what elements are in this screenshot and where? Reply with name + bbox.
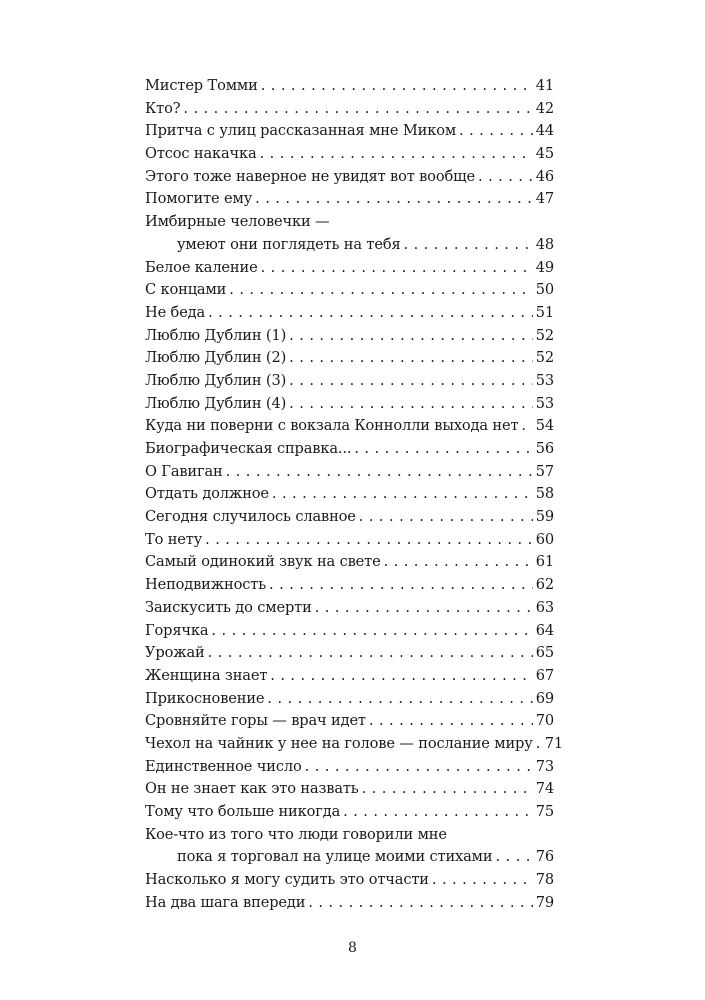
- toc-entry-title: Отдать должное: [145, 485, 269, 503]
- toc-entry-page: 71: [544, 734, 563, 752]
- toc-entry-title: умеют они поглядеть на тебя: [177, 235, 401, 253]
- toc-entry-title: Имбирные человечки —: [145, 213, 330, 231]
- toc-entry-title: Люблю Дублин (1): [145, 326, 287, 344]
- toc-entry-title: Сровняйте горы — врач идет: [145, 712, 366, 730]
- toc-leader-dots: [261, 75, 533, 98]
- toc-entry-page: 51: [535, 303, 554, 321]
- toc-entry-page: 78: [535, 871, 554, 889]
- toc-entry-title: Притча с улиц рассказанная мне Миком: [145, 122, 457, 140]
- toc-leader-dots: [229, 279, 532, 302]
- toc-entry-first-line: [145, 824, 554, 847]
- toc-entry: [145, 120, 554, 143]
- toc-entry-title: Тому что больше никогда: [145, 803, 341, 820]
- toc-entry: [145, 506, 554, 529]
- toc-entry-page: 74: [535, 780, 554, 798]
- toc-entry: [145, 778, 554, 801]
- toc-leader-dots: [269, 574, 533, 597]
- toc-leader-dots: [261, 257, 533, 280]
- toc-leader-dots: [272, 483, 533, 506]
- toc-entry: [145, 483, 554, 506]
- toc-leader-dots: [208, 302, 533, 325]
- toc-entry: [145, 325, 554, 348]
- toc-entry-title: Куда ни поверни с вокзала Коннолли выхода нет: [145, 417, 519, 435]
- toc-entry: [145, 370, 554, 393]
- toc-entry-page: 73: [535, 757, 554, 775]
- toc-entry-title: Белое каление: [145, 258, 258, 276]
- toc-entry: [145, 529, 554, 552]
- toc-entry: [145, 642, 554, 665]
- toc-entry-page: 69: [535, 689, 554, 707]
- toc-leader-dots: [289, 347, 533, 370]
- toc-entry: [145, 347, 554, 370]
- toc-leader-dots: [354, 438, 532, 461]
- toc-entry-page: 41: [535, 77, 554, 94]
- toc-leader-dots: [305, 756, 533, 779]
- toc-entry: [145, 665, 554, 688]
- toc-entry-continuation: [145, 846, 554, 869]
- toc-entry-title: Люблю Дублин (4): [145, 394, 287, 412]
- toc-entry-title: Этого тоже наверное не увидят вот вообще: [145, 167, 475, 185]
- toc-entry-page: 52: [535, 349, 554, 367]
- toc-entry: [145, 574, 554, 597]
- toc-entry: [145, 892, 554, 915]
- toc-leader-dots: [226, 461, 533, 484]
- toc-entry-title: Люблю Дублин (3): [145, 371, 287, 389]
- toc-entry-title: На два шага впереди: [145, 893, 306, 911]
- toc-leader-dots: [343, 801, 533, 824]
- toc-entry-page: 56: [535, 440, 554, 457]
- toc-entry-page: 62: [535, 576, 554, 594]
- toc-leader-dots: [404, 234, 533, 257]
- toc-leader-dots: [308, 892, 532, 915]
- toc-entry-title: Женщина знает: [145, 666, 268, 684]
- toc-entry-title: Люблю Дублин (2): [145, 349, 287, 367]
- toc-entry: [145, 801, 554, 824]
- toc-leader-dots: [208, 642, 533, 665]
- toc-entry: [145, 166, 554, 189]
- toc-leader-dots: [205, 529, 533, 552]
- toc-leader-dots: [536, 733, 542, 756]
- toc-entry-page: 63: [535, 598, 554, 616]
- toc-entry-title: Отсос накачка: [145, 145, 257, 163]
- toc-entry-page: 70: [535, 712, 554, 730]
- toc-leader-dots: [359, 506, 533, 529]
- toc-entry: [145, 756, 554, 779]
- toc-entry: [145, 143, 554, 166]
- toc-entry-page: 76: [535, 848, 554, 866]
- toc-entry: [145, 188, 554, 211]
- toc-entry-title: Кое-что из того что люди говорили мне: [145, 825, 447, 843]
- toc-entry: [145, 597, 554, 620]
- toc-entry-page: 49: [535, 258, 554, 276]
- toc-leader-dots: [183, 98, 532, 121]
- toc-entry-title: Урожай: [145, 644, 205, 662]
- toc-entry-first-line: [145, 211, 554, 234]
- toc-entry-page: 46: [535, 167, 554, 185]
- toc-entry-page: 53: [535, 394, 554, 412]
- toc-entry-page: 58: [535, 485, 554, 503]
- toc-entry-page: 59: [535, 508, 554, 526]
- toc-leader-dots: [315, 597, 533, 620]
- toc-entry-title: Он не знает как это назвать: [145, 780, 359, 798]
- toc-entry: [145, 438, 554, 461]
- toc-entry-title: С концами: [145, 281, 227, 299]
- toc-entry-page: 45: [535, 145, 554, 163]
- toc-entry-page: 53: [535, 371, 554, 389]
- toc-entry: [145, 393, 554, 416]
- toc-leader-dots: [267, 688, 532, 711]
- toc-leader-dots: [384, 551, 533, 574]
- toc-leader-dots: [369, 710, 533, 733]
- toc-leader-dots: [495, 846, 532, 869]
- toc-entry-title: Самый одинокий звук на свете: [145, 553, 381, 571]
- toc-entry-continuation: [145, 234, 554, 257]
- toc-leader-dots: [432, 869, 533, 892]
- table-of-contents: [145, 75, 563, 914]
- toc-entry-page: 60: [535, 530, 554, 548]
- toc-entry-page: 50: [535, 281, 554, 299]
- toc-entry: [145, 688, 554, 711]
- toc-entry: [145, 98, 554, 121]
- toc-entry-page: 61: [535, 553, 554, 571]
- toc-entry-page: 57: [535, 462, 554, 480]
- toc-leader-dots: [260, 143, 533, 166]
- toc-entry: [145, 75, 554, 98]
- toc-leader-dots: [362, 778, 533, 801]
- toc-entry: [145, 257, 554, 280]
- toc-entry: [145, 279, 554, 302]
- toc-leader-dots: [289, 325, 533, 348]
- toc-leader-dots: [459, 120, 533, 143]
- toc-leader-dots: [211, 620, 532, 643]
- toc-entry-title: Чехол на чайник у нее на голове — послание миру: [145, 734, 533, 752]
- toc-entry-title: пока я торговал на улице моими стихами: [177, 848, 493, 866]
- toc-entry-title: Кто?: [145, 99, 181, 117]
- toc-entry-title: Сегодня случилось славное: [145, 508, 356, 526]
- toc-entry: [145, 551, 554, 574]
- toc-leader-dots: [289, 370, 533, 393]
- toc-entry-page: 75: [535, 803, 554, 820]
- toc-entry: [145, 415, 554, 438]
- toc-entry-title: Биографическая справка...: [145, 440, 352, 457]
- toc-entry-page: 67: [535, 666, 554, 684]
- toc-entry-page: 64: [535, 621, 554, 639]
- toc-entry-page: 48: [535, 235, 554, 253]
- toc-entry-page: 54: [535, 417, 554, 435]
- toc-leader-dots: [270, 665, 532, 688]
- toc-entry-title: Прикосновение: [145, 689, 265, 707]
- toc-entry-title: То нету: [145, 530, 203, 548]
- toc-entry: [145, 620, 554, 643]
- toc-entry-title: Единственное число: [145, 757, 302, 775]
- toc-leader-dots: [478, 166, 533, 189]
- toc-entry-title: Заискусить до смерти: [145, 598, 312, 616]
- page-number: 8: [348, 940, 357, 956]
- toc-entry: [145, 733, 563, 756]
- toc-entry: [145, 461, 554, 484]
- toc-entry-title: Не беда: [145, 303, 206, 321]
- toc-entry: [145, 302, 554, 325]
- toc-leader-dots: [255, 188, 533, 211]
- toc-entry: [145, 710, 554, 733]
- toc-entry-page: 79: [535, 893, 554, 911]
- toc-entry: [145, 869, 554, 892]
- toc-entry-title: Мистер Томми: [145, 77, 258, 94]
- toc-entry-page: 65: [535, 644, 554, 662]
- toc-entry-title: Горячка: [145, 621, 209, 639]
- toc-entry-title: Насколько я могу судить это отчасти: [145, 871, 429, 889]
- toc-entry-title: Помогите ему: [145, 190, 253, 208]
- toc-entry-title: Неподвижность: [145, 576, 266, 594]
- toc-leader-dots: [521, 415, 532, 438]
- toc-leader-dots: [289, 393, 533, 416]
- toc-entry-page: 42: [535, 99, 554, 117]
- toc-entry-page: 52: [535, 326, 554, 344]
- toc-entry-page: 44: [535, 122, 554, 140]
- toc-entry-page: 47: [535, 190, 554, 208]
- toc-entry-title: О Гавиган: [145, 462, 223, 480]
